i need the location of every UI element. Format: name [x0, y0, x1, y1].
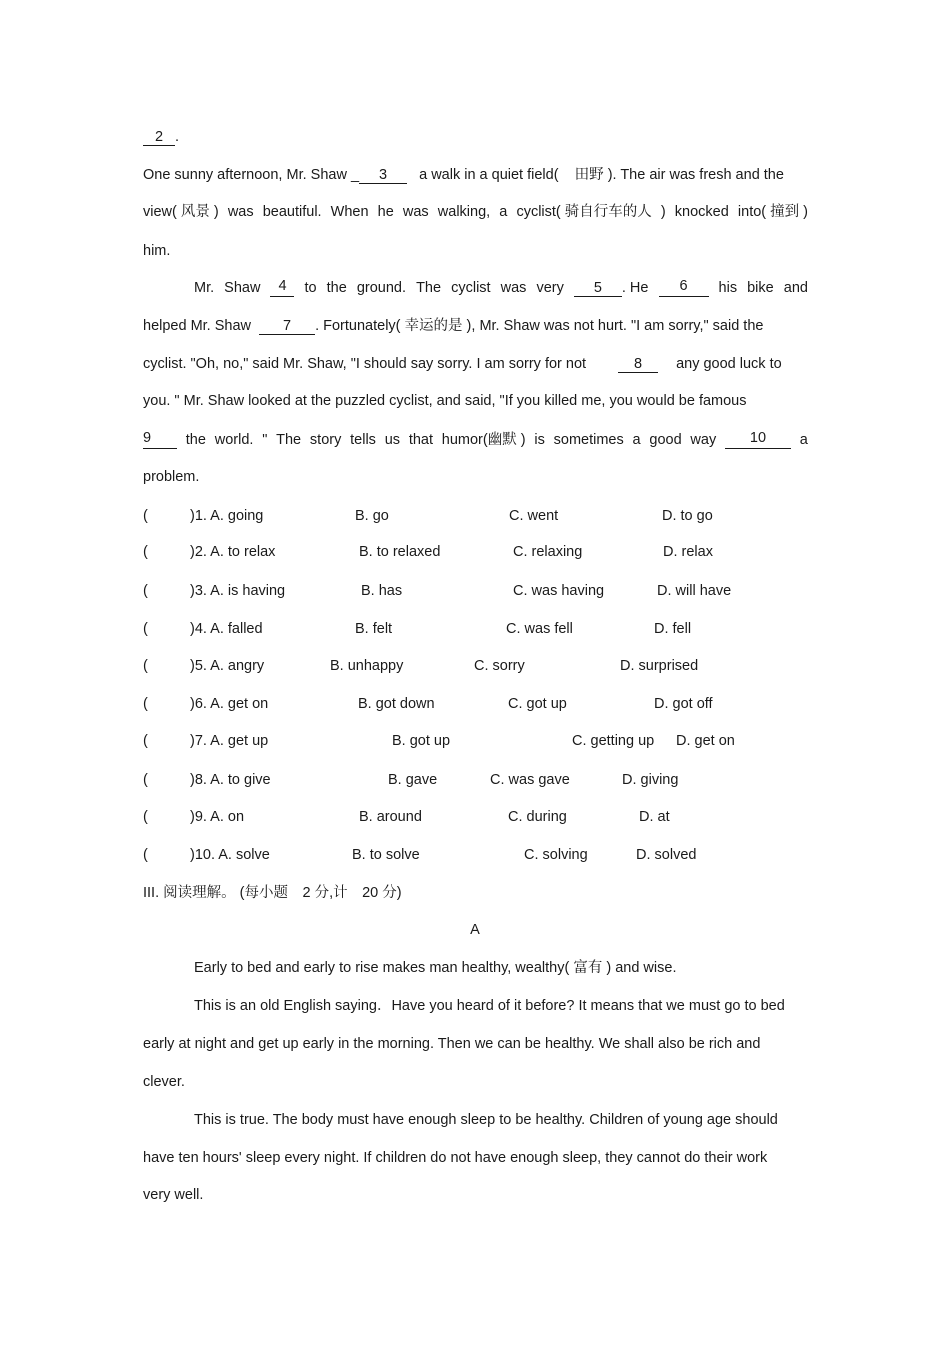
passage-line-7: you. " Mr. Shaw looked at the puzzled cyclist, and said, "If you killed me, you would be famous	[143, 393, 747, 409]
option-b[interactable]: B. unhappy	[330, 658, 404, 674]
option-b[interactable]: B. gave	[388, 772, 438, 788]
answer-paren[interactable]: (	[143, 658, 148, 674]
option-c[interactable]: C. getting up	[572, 733, 655, 749]
answer-paren[interactable]: (	[143, 583, 148, 599]
option-d[interactable]: D. to go	[662, 508, 713, 524]
section-heading: III. 阅读理解。 (每小题 2 分,计 20 分)	[143, 885, 402, 901]
option-b[interactable]: B. got down	[358, 696, 435, 712]
passage-line-8: 9 the world. " The story tells us that humor(幽默 ) is sometimes a good way 10 a	[143, 430, 808, 448]
passage-line-1: One sunny afternoon, Mr. Shaw _ 3 a walk in a quiet field( 田野 ). The air was fresh and the	[143, 167, 784, 183]
option-a[interactable]: )7. A. get up	[190, 733, 269, 749]
option-c[interactable]: C. got up	[508, 696, 567, 712]
passage-line-0: 2 .	[143, 128, 179, 146]
answer-paren[interactable]: (	[143, 621, 148, 637]
option-d[interactable]: D. solved	[636, 847, 697, 863]
option-d[interactable]: D. at	[639, 809, 670, 825]
option-a[interactable]: )5. A. angry	[190, 658, 265, 674]
blank-2[interactable]: 2	[143, 130, 175, 146]
reading-paragraph-3-line-3: very well.	[143, 1187, 204, 1203]
answer-paren[interactable]: (	[143, 508, 148, 524]
passage-line-9: problem.	[143, 469, 200, 485]
option-c[interactable]: C. sorry	[474, 658, 525, 674]
option-c[interactable]: C. during	[508, 809, 567, 825]
option-c[interactable]: C. relaxing	[513, 544, 583, 560]
blank-9[interactable]: 9	[143, 431, 177, 449]
reading-paragraph-2-line-2: early at night and get up early in the morning. Then we can be healthy. We shall also be rich and	[143, 1036, 761, 1052]
reading-paragraph-2-line-3: clever.	[143, 1074, 185, 1090]
answer-paren[interactable]: (	[143, 696, 148, 712]
option-d[interactable]: D. surprised	[620, 658, 699, 674]
answer-paren[interactable]: (	[143, 733, 148, 749]
option-d[interactable]: D. got off	[654, 696, 713, 712]
option-a[interactable]: )10. A. solve	[190, 847, 270, 863]
blank-8[interactable]: 8	[618, 357, 658, 373]
blank-10[interactable]: 10	[725, 431, 791, 449]
passage-line-5: helped Mr. Shaw 7 . Fortunately( 幸运的是 ), Mr. Shaw was not hurt. "I am sorry," said the	[143, 318, 764, 334]
reading-paragraph-1: Early to bed and early to rise makes man healthy, wealthy( 富有 ) and wise.	[194, 960, 677, 976]
passage-line-2: view( 风景 ) was beautiful. When he was walking, a cyclist( 骑自行车的人 ) knocked into( 撞到 )	[143, 204, 808, 220]
option-a[interactable]: )1. A. going	[190, 508, 264, 524]
option-b[interactable]: B. has	[361, 583, 403, 599]
blank-3[interactable]: 3	[359, 168, 407, 184]
answer-paren[interactable]: (	[143, 544, 148, 560]
answer-paren[interactable]: (	[143, 772, 148, 788]
passage-line-3: him.	[143, 243, 171, 259]
option-a[interactable]: )2. A. to relax	[190, 544, 276, 560]
blank-6[interactable]: 6	[659, 279, 709, 297]
reading-paragraph-3-line-1: This is true. The body must have enough sleep to be healthy. Children of young age should	[194, 1112, 778, 1128]
option-d[interactable]: D. giving	[622, 772, 679, 788]
option-d[interactable]: D. relax	[663, 544, 713, 560]
option-b[interactable]: B. around	[359, 809, 422, 825]
option-b[interactable]: B. go	[355, 508, 389, 524]
reading-paragraph-3-line-2: have ten hours' sleep every night. If children do not have enough sleep, they cannot do their work	[143, 1150, 768, 1166]
option-b[interactable]: B. to relaxed	[359, 544, 441, 560]
option-a[interactable]: )8. A. to give	[190, 772, 271, 788]
answer-paren[interactable]: (	[143, 809, 148, 825]
answer-paren[interactable]: (	[143, 847, 148, 863]
option-c[interactable]: C. was gave	[490, 772, 570, 788]
option-b[interactable]: B. to solve	[352, 847, 420, 863]
blank-7[interactable]: 7	[259, 319, 315, 335]
option-c[interactable]: C. solving	[524, 847, 588, 863]
option-c[interactable]: C. went	[509, 508, 559, 524]
reading-paragraph-2-line-1: This is an old English saying．Have you heard of it before? It means that we must go to bed	[194, 998, 785, 1014]
passage-label: A	[470, 922, 480, 938]
option-a[interactable]: )9. A. on	[190, 809, 245, 825]
option-c[interactable]: C. was fell	[506, 621, 573, 637]
option-d[interactable]: D. will have	[657, 583, 732, 599]
option-a[interactable]: )3. A. is having	[190, 583, 286, 599]
blank-4[interactable]: 4	[270, 279, 294, 297]
option-b[interactable]: B. got up	[392, 733, 451, 749]
option-b[interactable]: B. felt	[355, 621, 393, 637]
option-d[interactable]: D. get on	[676, 733, 735, 749]
blank-5[interactable]: 5	[574, 281, 622, 297]
passage-line-4: Mr. Shaw 4 to the ground. The cyclist was very 5 . He 6 his bike and	[194, 278, 808, 296]
option-a[interactable]: )6. A. get on	[190, 696, 269, 712]
option-a[interactable]: )4. A. falled	[190, 621, 263, 637]
option-d[interactable]: D. fell	[654, 621, 692, 637]
option-c[interactable]: C. was having	[513, 583, 605, 599]
passage-line-6: cyclist. "Oh, no," said Mr. Shaw, "I should say sorry. I am sorry for not 8 any good luck to	[143, 356, 782, 372]
